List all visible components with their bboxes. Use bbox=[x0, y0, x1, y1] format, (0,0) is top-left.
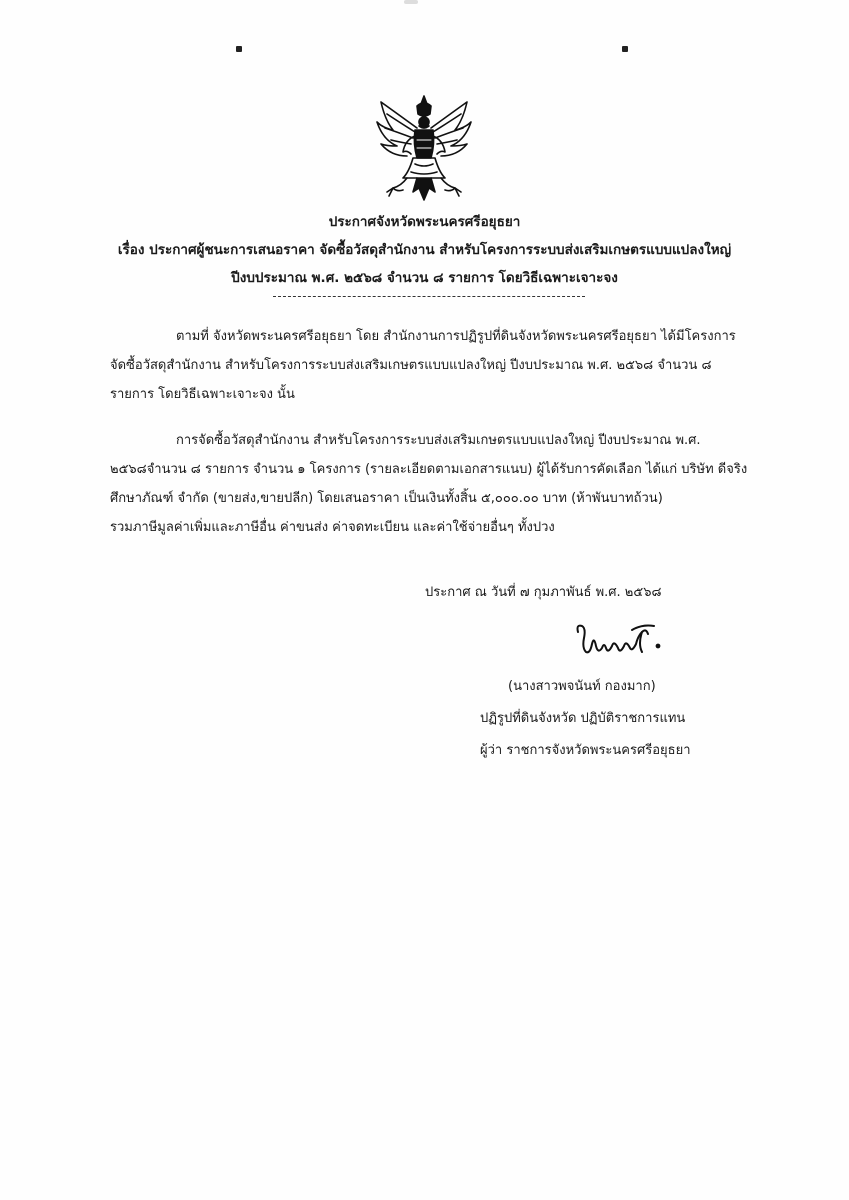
scan-smudge bbox=[404, 0, 418, 4]
announcement-authority: ประกาศจังหวัดพระนครศรีอยุธยา bbox=[328, 214, 521, 230]
announcement-date: ประกาศ ณ วันที่ ๗ กุมภาพันธ์ พ.ศ. ๒๕๖๘ bbox=[425, 585, 662, 600]
paragraph-line: จัดซื้อวัสดุสำนักงาน สำหรับโครงการระบบส่งเสริมเกษตรแบบแปลงใหญ่ ปีงบประมาณ พ.ศ. ๒๕๖๘ จำนวน ๘ bbox=[110, 358, 712, 373]
announcement-header bbox=[0, 208, 849, 292]
paragraph-line: ๒๕๖๘จำนวน ๘ รายการ จำนวน ๑ โครงการ (รายละเอียดตามเอกสารแนบ) ผู้ได้รับการคัดเลือก ได้แก่ บริษัท ดีจริง bbox=[110, 462, 748, 477]
announcement-subject-cont: ปีงบประมาณ พ.ศ. ๒๕๖๘ จำนวน ๘ รายการ โดยวิธีเฉพาะเจาะจง bbox=[231, 270, 618, 286]
paragraph-line: ตามที่ จังหวัดพระนครศรีอยุธยา โดย สำนักงานการปฏิรูปที่ดินจังหวัดพระนครศรีอยุธยา ได้มีโครงการ bbox=[176, 329, 736, 344]
paragraph-award bbox=[110, 426, 760, 542]
handwritten-signature bbox=[572, 618, 662, 662]
announcement-subject: เรื่อง ประกาศผู้ชนะการเสนอราคา จัดซื้อวัสดุสำนักงาน สำหรับโครงการระบบส่งเสริมเกษตรแบบแปลงใหญ่ bbox=[117, 242, 732, 258]
signer-position: ปฏิรูปที่ดินจังหวัด ปฏิบัติราชการแทน bbox=[480, 711, 686, 726]
paragraph-background bbox=[110, 322, 760, 409]
signer-position-governor: ผู้ว่า ราชการจังหวัดพระนครศรีอยุธยา bbox=[480, 743, 691, 758]
registration-mark-left bbox=[236, 46, 242, 52]
paragraph-line: รายการ โดยวิธีเฉพาะเจาะจง นั้น bbox=[110, 387, 295, 402]
paragraph-line: รวมภาษีมูลค่าเพิ่มและภาษีอื่น ค่าขนส่ง ค่าจดทะเบียน และค่าใช้จ่ายอื่นๆ ทั้งปวง bbox=[110, 520, 555, 535]
paragraph-line: การจัดซื้อวัสดุสำนักงาน สำหรับโครงการระบบส่งเสริมเกษตรแบบแปลงใหญ่ ปีงบประมาณ พ.ศ. bbox=[176, 433, 701, 448]
signer-name: (นางสาวพจนันท์ กองมาก) bbox=[508, 679, 656, 694]
garuda-emblem-icon bbox=[373, 92, 475, 204]
registration-mark-right bbox=[622, 46, 628, 52]
paragraph-line: ศึกษาภัณฑ์ จำกัด (ขายส่ง,ขายปลีก) โดยเสนอราคา เป็นเงินทั้งสิ้น ๕,๐๐๐.๐๐ บาท (ห้าพันบาทถ้วน) bbox=[110, 491, 663, 506]
header-divider bbox=[273, 296, 585, 297]
